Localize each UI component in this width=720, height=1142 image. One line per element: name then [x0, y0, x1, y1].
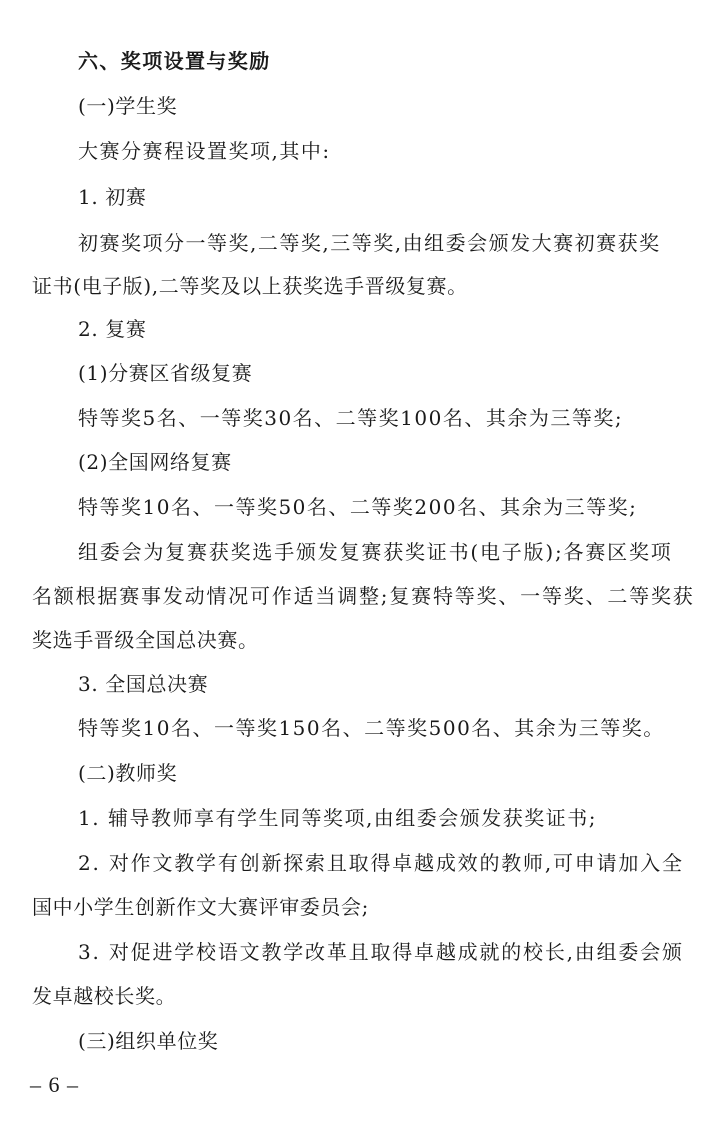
semifinal-note-line1: 组委会为复赛获奖选手颁发复赛获奖证书(电子版);各赛区奖项 — [78, 540, 673, 564]
teacher-award-item1: 1. 辅导教师享有学生同等奖项,由组委会颁发获奖证书; — [78, 806, 598, 830]
preliminary-text-line2: 证书(电子版),二等奖及以上获奖选手晋级复赛。 — [32, 274, 468, 298]
provincial-semifinal-text: 特等奖5名、一等奖30名、二等奖100名、其余为三等奖; — [78, 406, 624, 430]
organization-award-heading: (三)组织单位奖 — [78, 1029, 219, 1053]
semifinal-heading: 2. 复赛 — [78, 317, 147, 341]
teacher-award-item3-line2: 发卓越校长奖。 — [32, 984, 177, 1008]
student-award-heading: (一)学生奖 — [78, 94, 178, 118]
final-text: 特等奖10名、一等奖150名、二等奖500名、其余为三等奖。 — [78, 716, 665, 740]
national-online-semifinal-heading: (2)全国网络复赛 — [78, 450, 232, 474]
student-award-intro: 大赛分赛程设置奖项,其中: — [78, 139, 331, 163]
semifinal-note-line3: 奖选手晋级全国总决赛。 — [32, 628, 259, 652]
provincial-semifinal-heading: (1)分赛区省级复赛 — [78, 361, 253, 385]
semifinal-note-line2: 名额根据赛事发动情况可作适当调整;复赛特等奖、一等奖、二等奖获 — [32, 584, 695, 608]
section-heading: 六、奖项设置与奖励 — [78, 49, 271, 73]
preliminary-text-line1: 初赛奖项分一等奖,二等奖,三等奖,由组委会颁发大赛初赛获奖 — [78, 231, 661, 255]
teacher-award-item2-line2: 国中小学生创新作文大赛评审委员会; — [32, 895, 369, 919]
page-number: – 6 – — [30, 1072, 79, 1097]
teacher-award-item3-line1: 3. 对促进学校语文教学改革且取得卓越成就的校长,由组委会颁 — [78, 940, 684, 964]
teacher-award-heading: (二)教师奖 — [78, 761, 178, 785]
teacher-award-item2-line1: 2. 对作文教学有创新探索且取得卓越成效的教师,可申请加入全 — [78, 851, 684, 875]
preliminary-heading: 1. 初赛 — [78, 185, 147, 209]
final-heading: 3. 全国总决赛 — [78, 672, 209, 696]
national-online-semifinal-text: 特等奖10名、一等奖50名、二等奖200名、其余为三等奖; — [78, 495, 638, 519]
